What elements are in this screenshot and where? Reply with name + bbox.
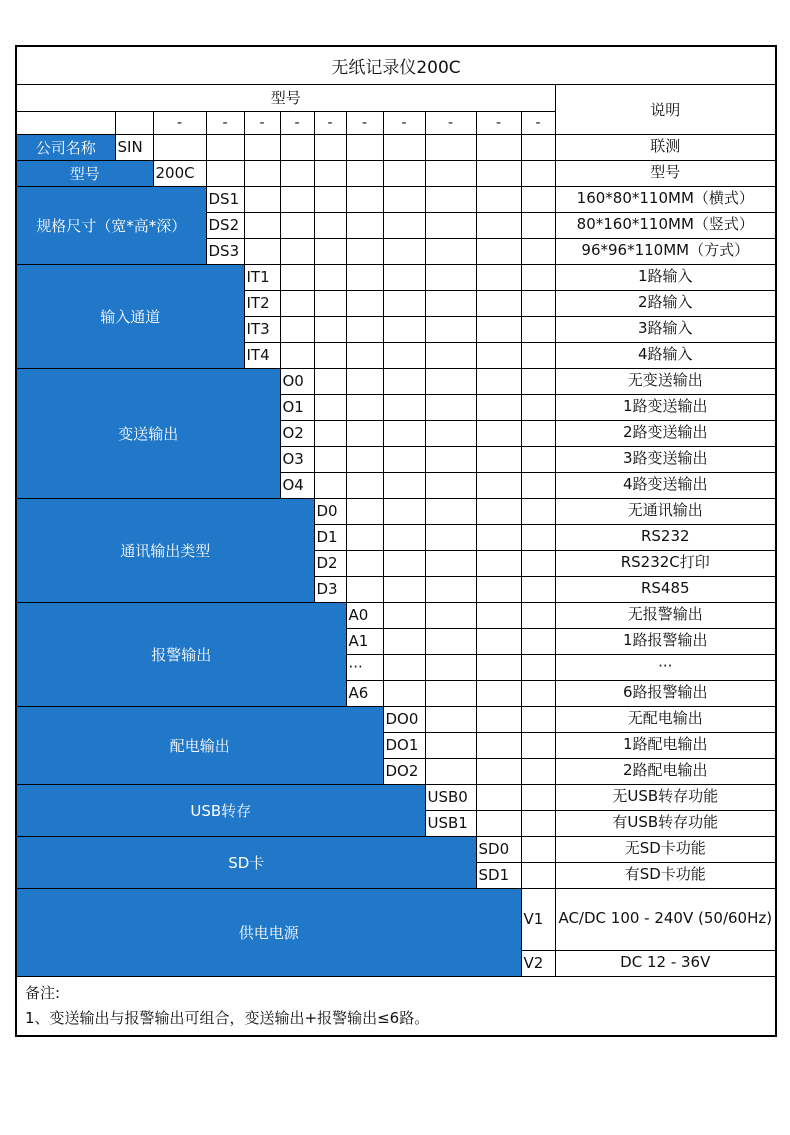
empty-cell <box>476 316 521 342</box>
empty-cell <box>476 784 521 810</box>
empty-cell <box>521 732 555 758</box>
empty-cell <box>521 186 555 212</box>
desc-cell-comm-output-type: RS232C打印 <box>555 550 776 576</box>
empty-cell <box>425 160 476 186</box>
empty-cell <box>314 446 346 472</box>
empty-cell <box>476 342 521 368</box>
empty-cell <box>425 238 476 264</box>
empty-cell <box>244 134 280 160</box>
code-cell-alarm-output: A1 <box>346 628 383 654</box>
empty-cell <box>521 498 555 524</box>
empty-cell <box>425 498 476 524</box>
empty-cell <box>476 810 521 836</box>
empty-cell <box>476 602 521 628</box>
empty-cell <box>521 810 555 836</box>
code-cell-alarm-output: A0 <box>346 602 383 628</box>
dash-cell: - <box>383 111 425 134</box>
empty-cell <box>521 290 555 316</box>
code-cell-input-channels: IT2 <box>244 290 280 316</box>
dash-cell: - <box>206 111 244 134</box>
empty-cell <box>425 706 476 732</box>
empty-cell <box>476 758 521 784</box>
code-cell-sd-card: SD0 <box>476 836 521 862</box>
dash-cell: - <box>476 111 521 134</box>
empty-cell <box>425 264 476 290</box>
empty-cell <box>521 654 555 680</box>
empty-cell <box>244 238 280 264</box>
empty-cell <box>425 732 476 758</box>
empty-cell <box>425 290 476 316</box>
empty-cell <box>383 446 425 472</box>
empty-cell <box>521 784 555 810</box>
code-cell-comm-output-type: D2 <box>314 550 346 576</box>
empty-cell <box>521 550 555 576</box>
desc-cell-transmit-output: 3路变送输出 <box>555 446 776 472</box>
remark-text: 1、变送输出与报警输出可组合，变送输出+报警输出≤6路。 <box>25 1008 430 1027</box>
empty-cell <box>346 420 383 446</box>
empty-cell <box>206 160 244 186</box>
empty-cell <box>383 342 425 368</box>
empty-cell <box>346 446 383 472</box>
empty-cell <box>425 550 476 576</box>
empty-cell <box>521 316 555 342</box>
empty-cell <box>314 342 346 368</box>
code-cell-transmit-output: O4 <box>280 472 314 498</box>
empty-cell <box>346 498 383 524</box>
empty-cell <box>314 264 346 290</box>
empty-cell <box>476 628 521 654</box>
desc-cell-input-channels: 1路输入 <box>555 264 776 290</box>
table-row <box>16 46 776 84</box>
empty-cell <box>280 212 314 238</box>
empty-cell <box>383 264 425 290</box>
desc-cell-input-channels: 3路输入 <box>555 316 776 342</box>
empty-cell <box>425 758 476 784</box>
desc-cell-dimensions: 160*80*110MM（横式） <box>555 186 776 212</box>
desc-cell-dimensions: 80*160*110MM（竖式） <box>555 212 776 238</box>
empty-cell <box>476 238 521 264</box>
empty-cell <box>383 316 425 342</box>
empty-cell <box>476 264 521 290</box>
empty-cell <box>346 368 383 394</box>
empty-cell <box>476 524 521 550</box>
empty-cell <box>425 420 476 446</box>
table-row <box>16 160 776 186</box>
dash-cell: - <box>153 111 206 134</box>
empty-cell <box>521 368 555 394</box>
empty-cell <box>425 368 476 394</box>
empty-cell <box>521 446 555 472</box>
dash-cell: - <box>346 111 383 134</box>
empty-cell <box>476 212 521 238</box>
desc-cell-alarm-output: 无报警输出 <box>555 602 776 628</box>
desc-cell-comm-output-type: 无通讯输出 <box>555 498 776 524</box>
empty-cell <box>244 160 280 186</box>
product-title: 无纸记录仪200C <box>16 46 776 84</box>
empty-cell <box>425 342 476 368</box>
empty-cell <box>476 368 521 394</box>
empty-cell <box>346 238 383 264</box>
empty-cell <box>521 576 555 602</box>
empty-cell <box>425 446 476 472</box>
empty-cell <box>476 160 521 186</box>
empty-cell <box>476 706 521 732</box>
dash-cell: - <box>244 111 280 134</box>
empty-cell <box>383 550 425 576</box>
empty-cell <box>521 602 555 628</box>
empty-cell <box>425 472 476 498</box>
empty-cell <box>314 212 346 238</box>
empty-cell <box>425 134 476 160</box>
code-cell-comm-output-type: D0 <box>314 498 346 524</box>
empty-cell <box>425 524 476 550</box>
code-cell-power-supply: V2 <box>521 950 555 976</box>
empty-cell <box>346 186 383 212</box>
empty-cell <box>425 628 476 654</box>
code-cell-transmit-output: O0 <box>280 368 314 394</box>
empty-cell <box>383 186 425 212</box>
table-row <box>16 602 776 628</box>
empty-cell <box>521 628 555 654</box>
empty-cell <box>314 186 346 212</box>
empty-cell <box>476 420 521 446</box>
empty-cell <box>346 212 383 238</box>
table-row <box>16 134 776 160</box>
desc-cell-alarm-output: 1路报警输出 <box>555 628 776 654</box>
empty-cell <box>280 186 314 212</box>
empty-cell <box>314 160 346 186</box>
code-cell-model: 200C <box>153 160 206 186</box>
empty-cell <box>383 654 425 680</box>
desc-cell-transmit-output: 4路变送输出 <box>555 472 776 498</box>
empty-cell <box>521 212 555 238</box>
remark-cell <box>16 976 776 1036</box>
blank-cell <box>115 111 153 134</box>
empty-cell <box>346 472 383 498</box>
desc-cell-usb-transfer: 无USB转存功能 <box>555 784 776 810</box>
section-label-usb-transfer: USB转存 <box>16 784 425 836</box>
description-header: 说明 <box>555 84 776 134</box>
code-cell-power-dist-output: DO0 <box>383 706 425 732</box>
desc-cell-model: 型号 <box>555 160 776 186</box>
empty-cell <box>476 680 521 706</box>
empty-cell <box>314 420 346 446</box>
empty-cell <box>521 134 555 160</box>
code-cell-company-name: SIN <box>115 134 153 160</box>
section-label-power-supply: 供电电源 <box>16 888 521 976</box>
empty-cell <box>383 576 425 602</box>
desc-cell-sd-card: 无SD卡功能 <box>555 836 776 862</box>
model-selection-table <box>15 45 777 1037</box>
empty-cell <box>153 134 206 160</box>
desc-cell-transmit-output: 2路变送输出 <box>555 420 776 446</box>
empty-cell <box>476 498 521 524</box>
empty-cell <box>521 342 555 368</box>
section-label-model: 型号 <box>16 160 153 186</box>
empty-cell <box>521 836 555 862</box>
code-cell-transmit-output: O3 <box>280 446 314 472</box>
empty-cell <box>280 134 314 160</box>
empty-cell <box>425 394 476 420</box>
code-cell-alarm-output: ··· <box>346 654 383 680</box>
desc-cell-power-dist-output: 2路配电输出 <box>555 758 776 784</box>
empty-cell <box>521 238 555 264</box>
empty-cell <box>521 394 555 420</box>
empty-cell <box>314 368 346 394</box>
empty-cell <box>521 264 555 290</box>
code-cell-transmit-output: O1 <box>280 394 314 420</box>
desc-cell-transmit-output: 1路变送输出 <box>555 394 776 420</box>
section-label-comm-output-type: 通讯输出类型 <box>16 498 314 602</box>
empty-cell <box>280 160 314 186</box>
empty-cell <box>383 368 425 394</box>
section-label-transmit-output: 变送输出 <box>16 368 280 498</box>
desc-cell-power-dist-output: 无配电输出 <box>555 706 776 732</box>
empty-cell <box>476 134 521 160</box>
desc-cell-comm-output-type: RS232 <box>555 524 776 550</box>
code-cell-comm-output-type: D3 <box>314 576 346 602</box>
code-cell-usb-transfer: USB1 <box>425 810 476 836</box>
empty-cell <box>425 654 476 680</box>
empty-cell <box>476 446 521 472</box>
table-row <box>16 84 776 111</box>
table-row <box>16 836 776 862</box>
code-cell-comm-output-type: D1 <box>314 524 346 550</box>
table-row <box>16 976 776 1036</box>
empty-cell <box>383 212 425 238</box>
empty-cell <box>280 264 314 290</box>
table-row <box>16 264 776 290</box>
desc-cell-comm-output-type: RS485 <box>555 576 776 602</box>
remark-label: 备注: <box>25 983 61 1002</box>
empty-cell <box>425 212 476 238</box>
empty-cell <box>476 732 521 758</box>
empty-cell <box>521 680 555 706</box>
blank-cell <box>16 111 115 134</box>
table-row <box>16 888 776 950</box>
empty-cell <box>425 680 476 706</box>
empty-cell <box>476 472 521 498</box>
code-cell-transmit-output: O2 <box>280 420 314 446</box>
empty-cell <box>346 316 383 342</box>
empty-cell <box>383 134 425 160</box>
table-row <box>16 784 776 810</box>
code-cell-power-dist-output: DO1 <box>383 732 425 758</box>
empty-cell <box>383 290 425 316</box>
empty-cell <box>521 706 555 732</box>
desc-cell-dimensions: 96*96*110MM（方式） <box>555 238 776 264</box>
table-row <box>16 706 776 732</box>
code-cell-input-channels: IT1 <box>244 264 280 290</box>
empty-cell <box>383 524 425 550</box>
empty-cell <box>476 186 521 212</box>
desc-cell-sd-card: 有SD卡功能 <box>555 862 776 888</box>
empty-cell <box>314 134 346 160</box>
empty-cell <box>425 576 476 602</box>
code-cell-dimensions: DS3 <box>206 238 244 264</box>
empty-cell <box>383 420 425 446</box>
code-cell-input-channels: IT4 <box>244 342 280 368</box>
section-label-company-name: 公司名称 <box>16 134 115 160</box>
empty-cell <box>280 290 314 316</box>
desc-cell-power-supply: DC 12 - 36V <box>555 950 776 976</box>
empty-cell <box>425 602 476 628</box>
desc-cell-alarm-output: 6路报警输出 <box>555 680 776 706</box>
dash-cell: - <box>280 111 314 134</box>
desc-cell-input-channels: 4路输入 <box>555 342 776 368</box>
code-cell-dimensions: DS2 <box>206 212 244 238</box>
code-cell-power-dist-output: DO2 <box>383 758 425 784</box>
empty-cell <box>314 394 346 420</box>
empty-cell <box>383 472 425 498</box>
model-header: 型号 <box>16 84 555 111</box>
empty-cell <box>521 524 555 550</box>
desc-cell-power-supply: AC/DC 100 - 240V (50/60Hz) <box>555 888 776 950</box>
section-label-power-dist-output: 配电输出 <box>16 706 383 784</box>
desc-cell-transmit-output: 无变送输出 <box>555 368 776 394</box>
empty-cell <box>280 316 314 342</box>
empty-cell <box>383 498 425 524</box>
dash-cell: - <box>521 111 555 134</box>
empty-cell <box>521 862 555 888</box>
desc-cell-alarm-output: ··· <box>555 654 776 680</box>
empty-cell <box>346 264 383 290</box>
table-row <box>16 186 776 212</box>
empty-cell <box>280 238 314 264</box>
empty-cell <box>476 654 521 680</box>
empty-cell <box>346 576 383 602</box>
empty-cell <box>206 134 244 160</box>
desc-cell-input-channels: 2路输入 <box>555 290 776 316</box>
section-label-alarm-output: 报警输出 <box>16 602 346 706</box>
empty-cell <box>346 524 383 550</box>
empty-cell <box>346 342 383 368</box>
code-cell-alarm-output: A6 <box>346 680 383 706</box>
empty-cell <box>521 420 555 446</box>
dash-cell: - <box>425 111 476 134</box>
empty-cell <box>280 342 314 368</box>
section-label-input-channels: 输入通道 <box>16 264 244 368</box>
empty-cell <box>425 186 476 212</box>
empty-cell <box>314 238 346 264</box>
section-label-sd-card: SD卡 <box>16 836 476 888</box>
empty-cell <box>314 290 346 316</box>
code-cell-usb-transfer: USB0 <box>425 784 476 810</box>
empty-cell <box>521 160 555 186</box>
desc-cell-power-dist-output: 1路配电输出 <box>555 732 776 758</box>
empty-cell <box>425 316 476 342</box>
empty-cell <box>383 680 425 706</box>
empty-cell <box>383 602 425 628</box>
code-cell-input-channels: IT3 <box>244 316 280 342</box>
desc-cell-usb-transfer: 有USB转存功能 <box>555 810 776 836</box>
empty-cell <box>346 550 383 576</box>
table-row <box>16 368 776 394</box>
table-row <box>16 498 776 524</box>
empty-cell <box>383 394 425 420</box>
empty-cell <box>521 758 555 784</box>
code-cell-sd-card: SD1 <box>476 862 521 888</box>
empty-cell <box>346 134 383 160</box>
code-cell-dimensions: DS1 <box>206 186 244 212</box>
empty-cell <box>244 212 280 238</box>
empty-cell <box>383 238 425 264</box>
empty-cell <box>244 186 280 212</box>
empty-cell <box>383 160 425 186</box>
empty-cell <box>346 290 383 316</box>
dash-cell: - <box>314 111 346 134</box>
empty-cell <box>476 394 521 420</box>
section-label-dimensions: 规格尺寸（宽*高*深） <box>16 186 206 264</box>
empty-cell <box>346 394 383 420</box>
empty-cell <box>383 628 425 654</box>
empty-cell <box>476 550 521 576</box>
code-cell-power-supply: V1 <box>521 888 555 950</box>
desc-cell-company-name: 联测 <box>555 134 776 160</box>
empty-cell <box>476 576 521 602</box>
empty-cell <box>314 316 346 342</box>
empty-cell <box>476 290 521 316</box>
empty-cell <box>346 160 383 186</box>
empty-cell <box>314 472 346 498</box>
empty-cell <box>521 472 555 498</box>
